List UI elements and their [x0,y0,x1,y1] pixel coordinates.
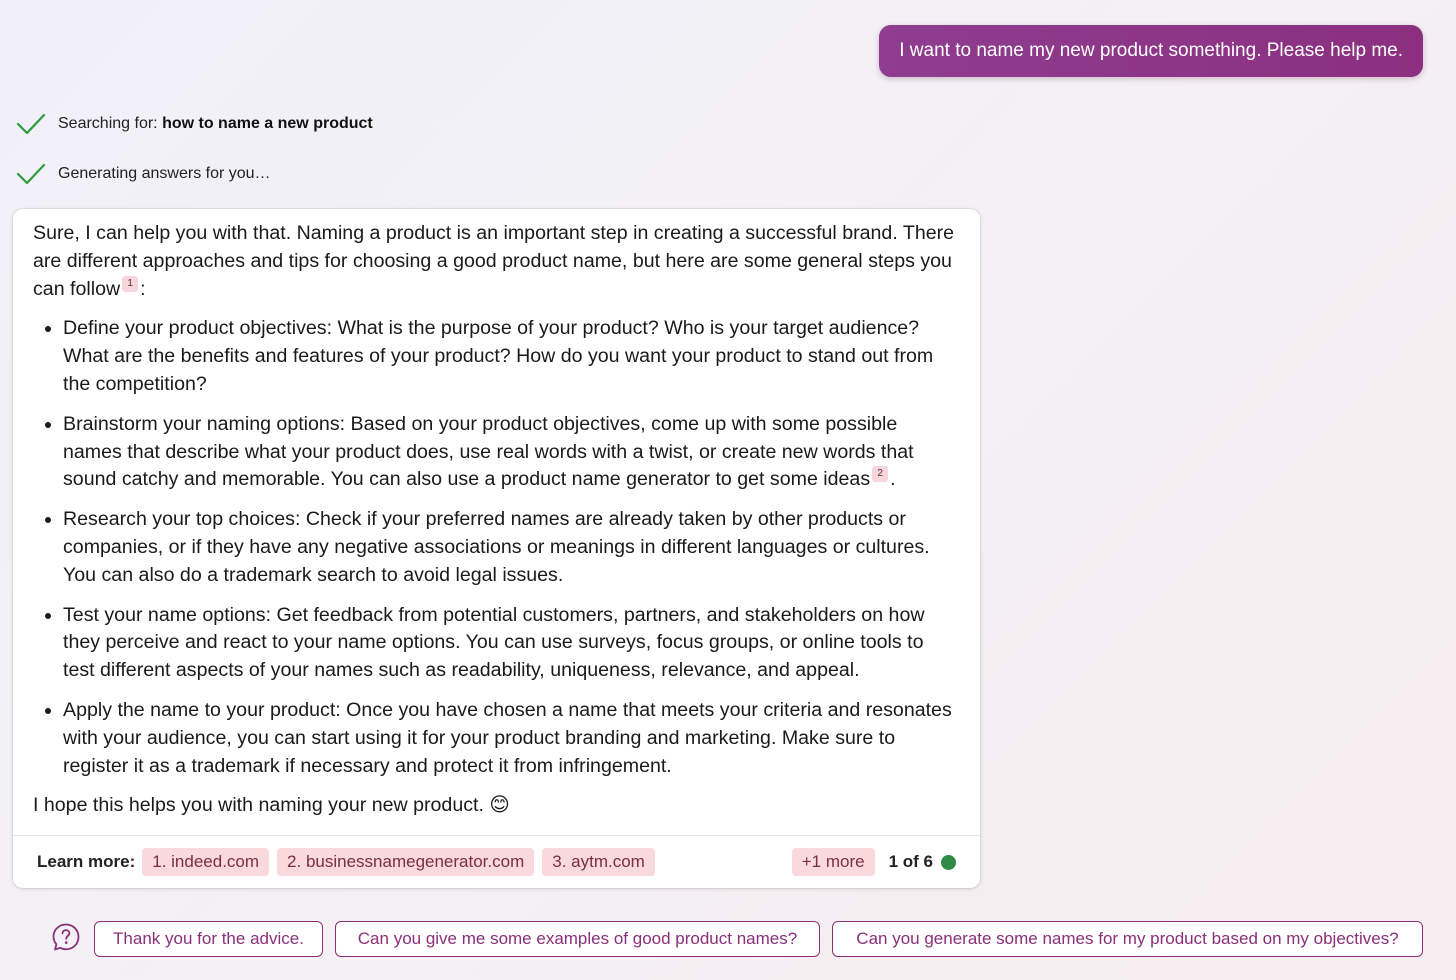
user-message-bubble [879,25,1423,77]
status-dot-icon [941,855,956,870]
checkmark-icon [16,112,46,136]
citation-marker[interactable]: 2 [872,466,888,482]
searching-query: how to name a new product [162,115,373,132]
learn-more-label: Learn more: [37,852,136,871]
list-item-text: Research your top choices: Check if your preferred names are already taken by other products or companies, or if they have any negative associations or meanings in different languages or cultures. You can also do a trademark search to avoid legal issues. [63,508,930,586]
suggestion-thank-you[interactable]: Thank you for the advice. [94,921,323,957]
learn-more-bar [13,835,980,888]
source-link-businessnamegenerator[interactable]: 2. businessnamegenerator.com [277,848,534,876]
source-link-aytm[interactable]: 3. aytm.com [542,848,655,876]
searching-prefix: Searching for: [58,115,158,132]
list-item [63,506,960,589]
answer-intro [33,220,960,303]
user-message-text: I want to name my new product something. Please help me. [899,40,1403,61]
list-item-text: Brainstorm your naming options: Based on your product objectives, come up with some possible names that describe what your product does, use real words with a twist, or create new words that sound catchy and memorable. You can also use a product name generator to get some ideas [63,412,914,491]
response-counter: 1 of 6 [888,852,933,871]
citation-marker[interactable]: 1 [122,276,138,292]
list-item [63,697,960,780]
list-item-end: . [890,468,896,491]
generating-text: Generating answers for you… [58,165,271,182]
suggestion-generate-names[interactable]: Can you generate some names for my product based on my objectives? [832,921,1423,957]
more-sources-button[interactable]: +1 more [792,848,875,876]
answer-card [13,209,980,888]
help-question-icon[interactable] [51,922,81,952]
status-searching [16,112,373,136]
status-generating [16,162,271,186]
suggestion-examples[interactable]: Can you give me some examples of good product names? [335,921,820,957]
list-item [63,602,960,685]
answer-body [13,209,980,820]
source-link-indeed[interactable]: 1. indeed.com [142,848,269,876]
answer-steps-list [33,315,960,780]
list-item [63,411,960,494]
list-item-text: Define your product objectives: What is the purpose of your product? Who is your target audience? What are the benefits and features of your product? How do you want your product to stand out from the competition? [63,317,934,395]
list-item [63,315,960,398]
list-item-text: Test your name options: Get feedback from potential customers, partners, and stakeholders on how they perceive and react to your name options. You can use surveys, focus groups, or online tools to test different aspects of your names such as readability, uniqueness, relevance, and appeal. [63,603,925,682]
answer-intro-text: Sure, I can help you with that. Naming a product is an important step in creating a successful brand. There are different approaches and tips for choosing a good product name, but here are some general steps you can follow [33,222,955,300]
answer-intro-end: : [140,277,146,300]
list-item-text: Apply the name to your product: Once you have chosen a name that meets your criteria and resonates with your audience, you can start using it for your product branding and marketing. Make sure to register it as a trademark if necessary and protect it from infringement. [63,698,952,777]
answer-closing: I hope this helps you with naming your new product. 😊 [33,794,510,817]
checkmark-icon [16,162,46,186]
